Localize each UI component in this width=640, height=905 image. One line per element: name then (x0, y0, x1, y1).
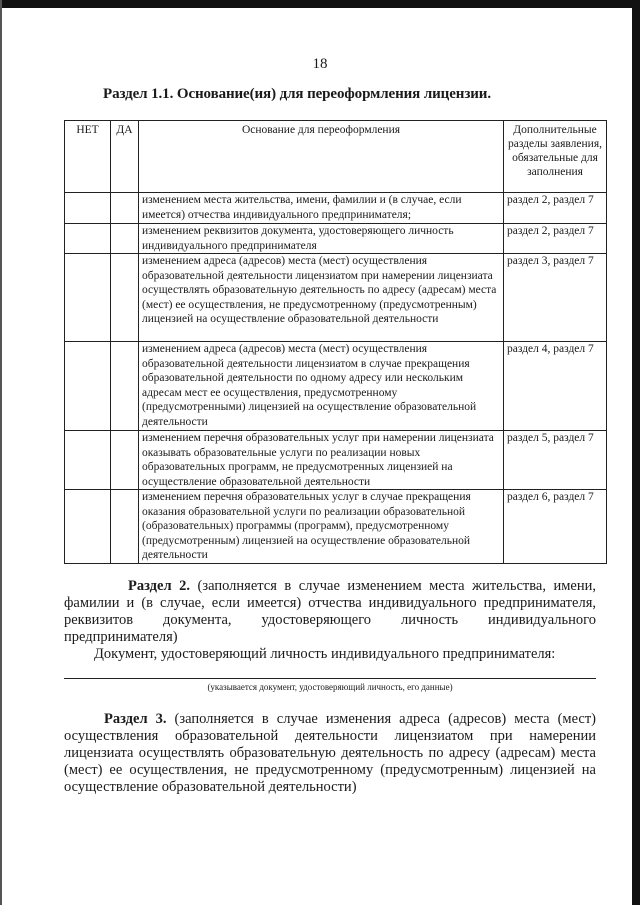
table-row (65, 193, 607, 224)
table-row (65, 224, 607, 254)
cell-extra: раздел 5, раздел 7 (504, 431, 607, 490)
cell-basis: изменением адреса (адресов) места (мест) осуществления образовательной деятельности лицензиатом при намерении лицензиата осуществлять образовательную деятельность по адресу (адресам) места (мест) ее осуществления, не предусмотренному (предусмотренным) лицензией на осуществление образовательной деятельности (139, 254, 504, 342)
table-row (65, 342, 607, 431)
table-header-row (65, 121, 607, 193)
section-2-text: (заполняется в случае изменением места жительства, имени, фамилии и (в случае, если имеется) отчества индивидуального предпринимателя, реквизитов документа, удостоверяющего личность индивидуального предпринимателя) (64, 578, 597, 645)
section-3-label: Раздел 3. (104, 711, 167, 727)
header-net: НЕТ (65, 121, 111, 193)
section-3-text: (заполняется в случае изменения адреса (адресов) места (мест) осуществления образовательной деятельности лицензиатом при намерении лицензиата осуществлять образовательную деятельность по адресу (адресам) места (мест) ее осуществления, не предусмотренному (предусмотренным) лицензией на осуществление образовательной деятельности) (64, 711, 596, 795)
cell-extra: раздел 3, раздел 7 (504, 254, 607, 342)
cell-da-checkbox[interactable] (111, 254, 139, 342)
header-da: ДА (111, 121, 139, 193)
table-row (65, 490, 607, 564)
header-extra: Дополнительные разделы заявления, обязательные для заполнения (504, 121, 607, 193)
cell-net-checkbox[interactable] (65, 224, 111, 254)
section-2-doc-label: Документ, удостоверяющий личность индивидуального предпринимателя: (94, 646, 556, 662)
table-row (65, 431, 607, 490)
cell-extra: раздел 2, раздел 7 (504, 224, 607, 254)
cell-basis: изменением перечня образовательных услуг при намерении лицензиата оказывать образовательные услуги по реализации новых образовательных программ, не предусмотренных лицензией на осуществление образовательной деятельности (139, 431, 504, 490)
cell-basis: изменением адреса (адресов) места (мест) осуществления образовательной деятельности лицензиатом в случае прекращения образовательной деятельности по одному адресу или нескольким адресам мест ее осуществления, предусмотренному (предусмотренными) лицензией на осуществление образовательной деятельности (139, 342, 504, 431)
section-2-paragraph (64, 578, 596, 646)
cell-da-checkbox[interactable] (111, 490, 139, 564)
cell-basis: изменением перечня образовательных услуг в случае прекращения оказания образовательной услуги по реализации образовательной (образовательных) программы (программ), предусмотренному (предусмотренным) лицензией на осуществление образовательной деятельности (139, 490, 504, 564)
section-2-label: Раздел 2. (128, 578, 190, 594)
header-basis: Основание для переоформления (139, 121, 504, 193)
basis-table (64, 120, 607, 564)
cell-basis: изменением места жительства, имени, фамилии и (в случае, если имеется) отчества индивидуального предпринимателя; (139, 193, 504, 224)
page-number: 18 (312, 56, 328, 72)
section-1-1-title: Раздел 1.1. Основание(ия) для переоформления лицензии. (103, 86, 491, 102)
document-input-caption: (указывается документ, удостоверяющий личность, его данные) (207, 682, 453, 692)
cell-da-checkbox[interactable] (111, 342, 139, 431)
cell-basis: изменением реквизитов документа, удостоверяющего личность индивидуального предпринимателя (139, 224, 504, 254)
cell-net-checkbox[interactable] (65, 193, 111, 224)
cell-net-checkbox[interactable] (65, 254, 111, 342)
page-right-border (632, 0, 640, 905)
cell-da-checkbox[interactable] (111, 224, 139, 254)
cell-extra: раздел 6, раздел 7 (504, 490, 607, 564)
cell-net-checkbox[interactable] (65, 431, 111, 490)
cell-net-checkbox[interactable] (65, 342, 111, 431)
page-top-border (0, 0, 640, 8)
cell-net-checkbox[interactable] (65, 490, 111, 564)
cell-extra: раздел 4, раздел 7 (504, 342, 607, 431)
table-row (65, 254, 607, 342)
section-3-paragraph (64, 711, 596, 796)
cell-da-checkbox[interactable] (111, 431, 139, 490)
document-input-line[interactable] (64, 678, 596, 679)
page-left-border (0, 0, 2, 905)
cell-da-checkbox[interactable] (111, 193, 139, 224)
cell-extra: раздел 2, раздел 7 (504, 193, 607, 224)
